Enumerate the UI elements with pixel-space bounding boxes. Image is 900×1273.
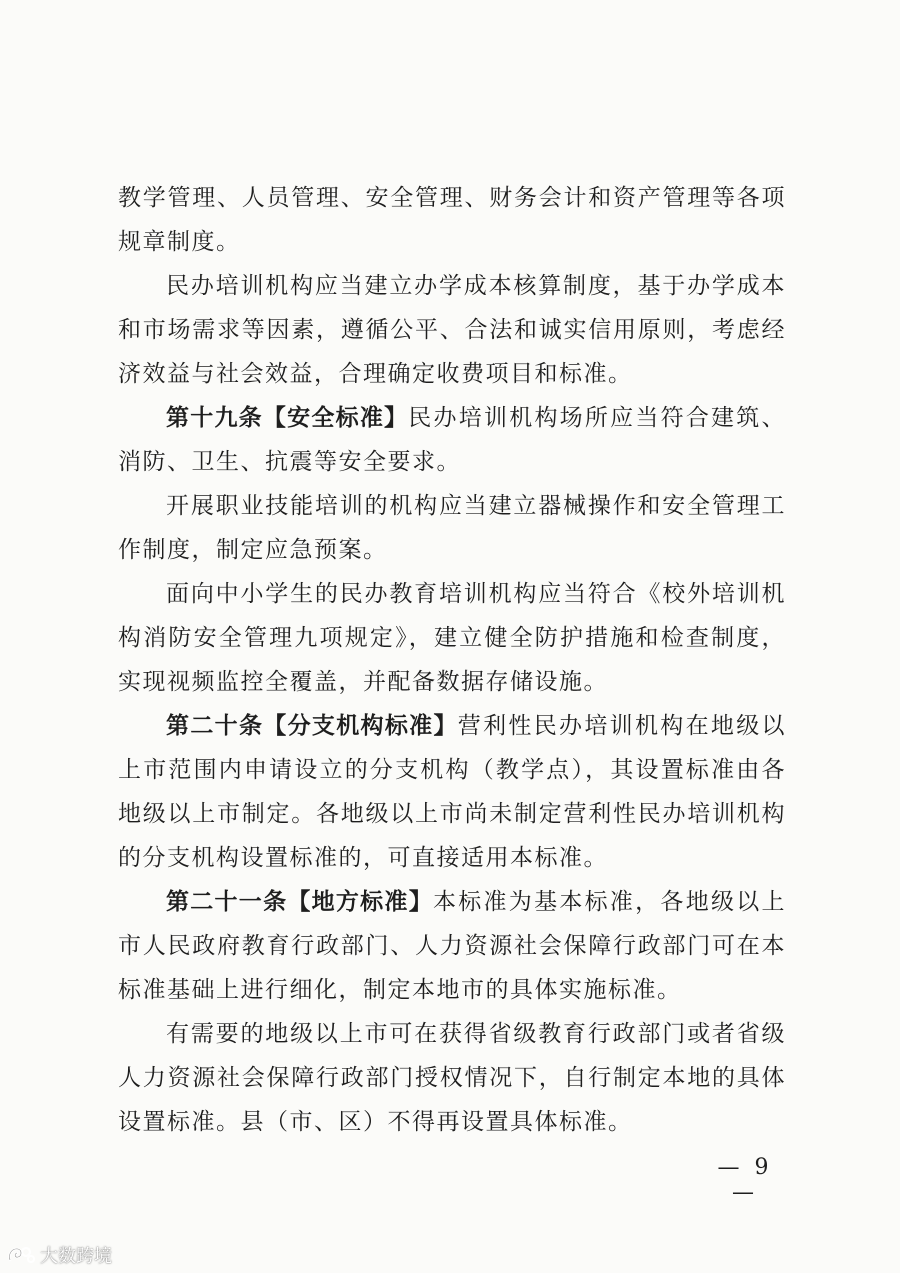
article-19 <box>118 396 786 484</box>
watermark-text: 大数跨境 <box>40 1246 112 1267</box>
article-heading: 第二十条【分支机构标准】 <box>166 713 458 739</box>
watermark <box>6 1240 112 1270</box>
paragraph-4 <box>118 484 786 572</box>
article-heading: 第二十一条【地方标准】 <box>166 889 433 915</box>
paragraph-2 <box>118 264 786 396</box>
brand-logo-icon <box>6 1244 36 1266</box>
paragraph-text: 有需要的地级以上市可在获得省级教育行政部门或者省级人力资源社会保障行政部门授权情况下，自行制定本地的具体设置标准。县（市、区）不得再设置具体标准。 <box>118 1021 786 1135</box>
paragraph-text: 营利性民办培训机构在地级以上市范围内申请设立的分支机构（教学点），其设置标准由各地级以上市制定。各地级以上市尚未制定营利性民办培训机构的分支机构设置标准的，可直接适用本标准。 <box>118 713 786 871</box>
article-heading: 第十九条【安全标准】 <box>166 405 409 431</box>
document-body <box>118 176 786 1144</box>
paragraph-text: 民办培训机构场所应当符合建筑、消防、卫生、抗震等安全要求。 <box>118 405 787 475</box>
paragraph-text: 开展职业技能培训的机构应当建立器械操作和安全管理工作制度，制定应急预案。 <box>118 493 786 563</box>
article-21 <box>118 880 786 1012</box>
paragraph-8 <box>118 1012 786 1144</box>
paragraph-text: 面向中小学生的民办教育培训机构应当符合《校外培训机构消防安全管理九项规定》，建立健全防护措施和检查制度，实现视频监控全覆盖，并配备数据存储设施。 <box>118 581 786 695</box>
paragraph-text: 教学管理、人员管理、安全管理、财务会计和资产管理等各项规章制度。 <box>118 185 786 255</box>
paragraph-text: 本标准为基本标准，各地级以上市人民政府教育行政部门、人力资源社会保障行政部门可在本标准基础上进行细化，制定本地市的具体实施标准。 <box>118 889 787 1003</box>
page-number: — 9 — <box>717 1155 773 1205</box>
paragraph-5 <box>118 572 786 704</box>
paragraph-text: 民办培训机构应当建立办学成本核算制度，基于办学成本和市场需求等因素，遵循公平、合法和诚实信用原则，考虑经济效益与社会效益，合理确定收费项目和标准。 <box>118 273 786 387</box>
paragraph-1 <box>118 176 786 264</box>
article-20 <box>118 704 786 880</box>
